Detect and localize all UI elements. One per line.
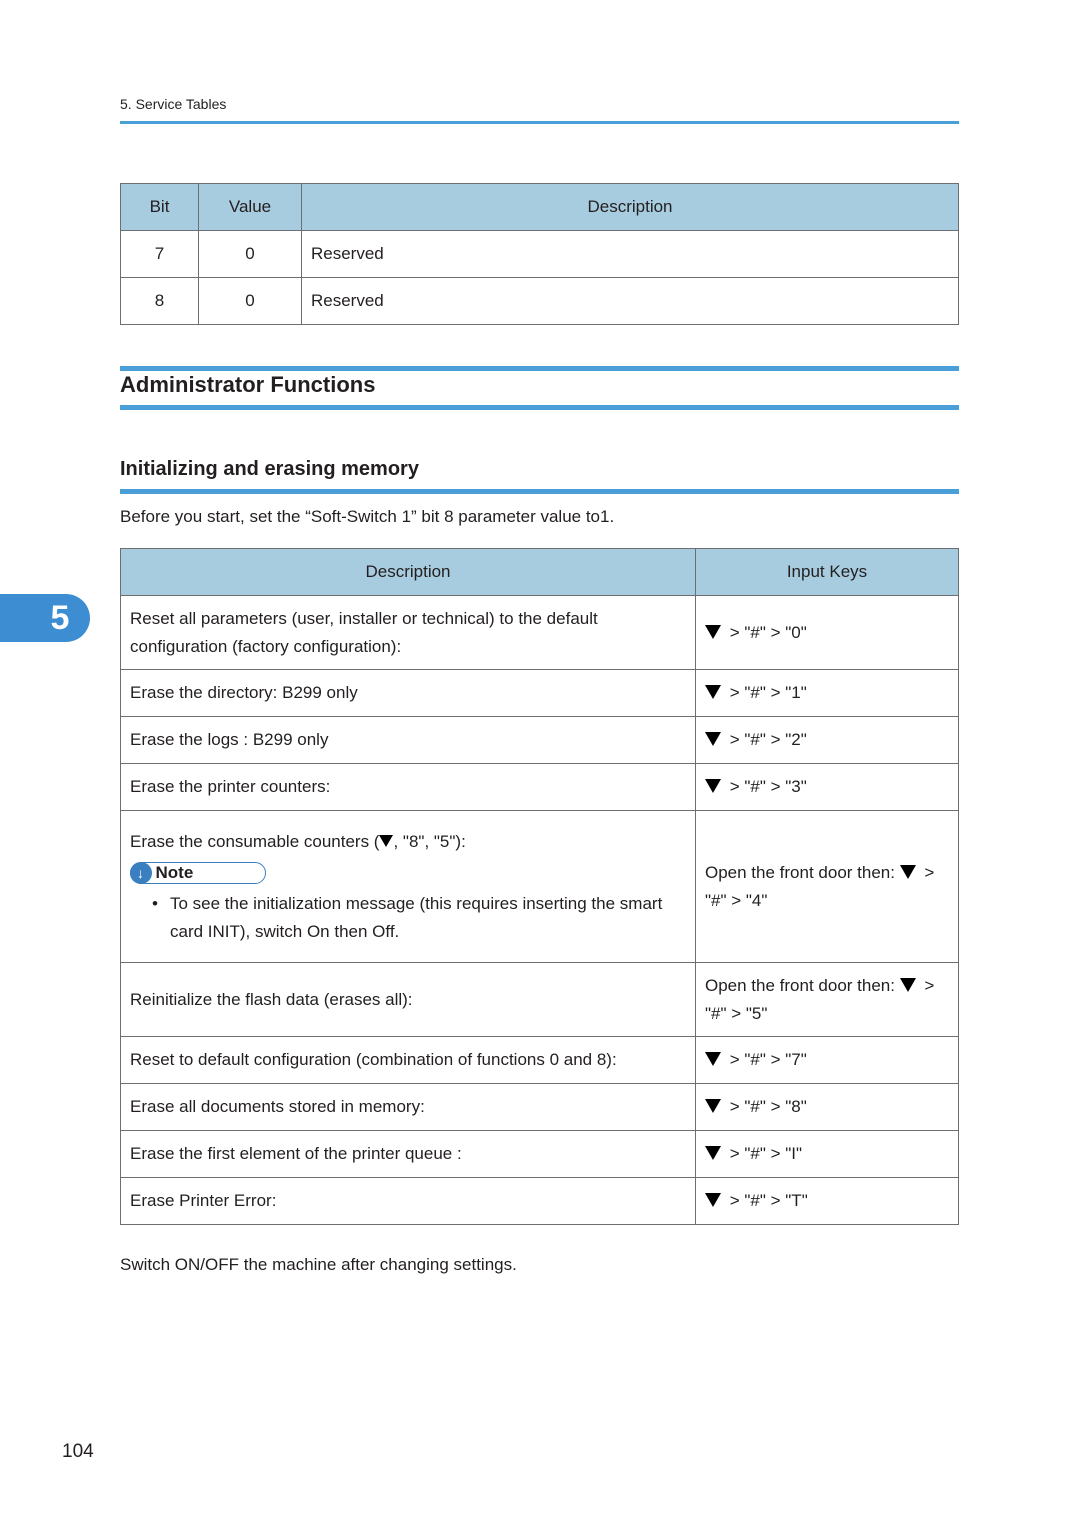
down-triangle-icon [705,625,721,639]
description-cell: Erase the printer counters: [121,764,696,811]
running-head: 5. Service Tables [120,96,227,112]
section-title: Administrator Functions [120,372,376,397]
outro-text: Switch ON/OFF the machine after changing settings. [120,1255,517,1274]
description-cell: Reinitialize the flash data (erases all): [121,963,696,1037]
keys-text: > "#" > "2" [725,730,807,749]
header-rule [120,121,959,124]
column-header: Input Keys [696,549,959,596]
note-badge [130,862,266,884]
description-cell: Reserved [302,231,959,278]
down-triangle-icon [900,865,916,879]
description-cell: Reserved [302,278,959,325]
keys-text: > "#" > "0" [725,622,807,642]
keys-cell [696,1178,959,1225]
down-triangle-icon [705,1099,721,1113]
description-cell [121,811,696,963]
keys-cell [696,1084,959,1131]
down-arrow-circle-icon: ↓ [130,862,152,884]
table-header-row [121,184,959,231]
down-triangle-icon [705,685,721,699]
keys-text: > "#" > "T" [725,1191,808,1210]
chapter-tab: 5 [0,594,90,642]
column-header: Description [302,184,959,231]
down-triangle-icon [900,978,916,992]
keys-cell [696,811,959,963]
description-cell: Reset all parameters (user, installer or technical) to the default configuration (factory configuration): [121,596,696,670]
table-row [121,670,959,717]
keys-cell [696,764,959,811]
down-triangle-icon [705,732,721,746]
description-text: , "8", "5"): [393,831,466,851]
down-triangle-icon [705,1052,721,1066]
column-header: Description [121,549,696,596]
description-text: Erase the consumable counters ( [130,831,380,851]
keys-text: > "#" > "7" [725,1050,807,1069]
table-row [121,764,959,811]
table-row [121,1131,959,1178]
keys-text: Open the front door then: [705,862,900,882]
keys-text: Open the front door then: [705,975,900,995]
bit-cell: 7 [121,231,199,278]
subsection-title: Initializing and erasing memory [120,458,419,480]
column-header: Bit [121,184,199,231]
table-row [121,1178,959,1225]
page-number: 104 [62,1441,94,1462]
table-row [121,963,959,1037]
subsection-rule [120,489,959,494]
table-row [121,231,959,278]
keys-text: > "#" > "8" [725,1097,807,1116]
description-cell: Erase the logs : B299 only [121,717,696,764]
keys-text: > "#" > "3" [725,777,807,796]
table-row [121,1037,959,1084]
description-cell: Erase the directory: B299 only [121,670,696,717]
down-triangle-icon [705,1146,721,1160]
table-row [121,278,959,325]
section-rule-top [120,366,959,371]
keys-text: > "#" > "4" [705,862,935,910]
bits-table [120,183,959,325]
bit-cell: 8 [121,278,199,325]
keys-text: > "#" > "1" [725,683,807,702]
section-rule-bottom [120,405,959,410]
down-triangle-icon [705,779,721,793]
value-cell: 0 [199,278,302,325]
keys-cell [696,670,959,717]
keys-cell [696,1037,959,1084]
description-cell: Erase all documents stored in memory: [121,1084,696,1131]
description-cell: Erase Printer Error: [121,1178,696,1225]
note-label: Note [155,862,194,882]
table-row [121,717,959,764]
keys-cell [696,963,959,1037]
intro-text: Before you start, set the “Soft-Switch 1” bit 8 parameter value to1. [120,507,615,526]
table-row [121,1084,959,1131]
note-bullet: • To see the initialization message (this requires inserting the smart card INIT), switch On then Off. [152,890,686,946]
keys-cell [696,596,959,670]
table-row [121,596,959,670]
input-keys-table [120,548,959,1225]
description-cell: Reset to default configuration (combination of functions 0 and 8): [121,1037,696,1084]
table-row [121,811,959,963]
column-header: Value [199,184,302,231]
keys-text: > "#" > "I" [725,1144,803,1163]
description-cell: Erase the first element of the printer queue : [121,1131,696,1178]
down-triangle-icon [705,1193,721,1207]
value-cell: 0 [199,231,302,278]
down-triangle-icon [379,835,393,847]
keys-cell [696,717,959,764]
table-header-row [121,549,959,596]
keys-cell [696,1131,959,1178]
keys-text: > "#" > "5" [705,975,935,1023]
